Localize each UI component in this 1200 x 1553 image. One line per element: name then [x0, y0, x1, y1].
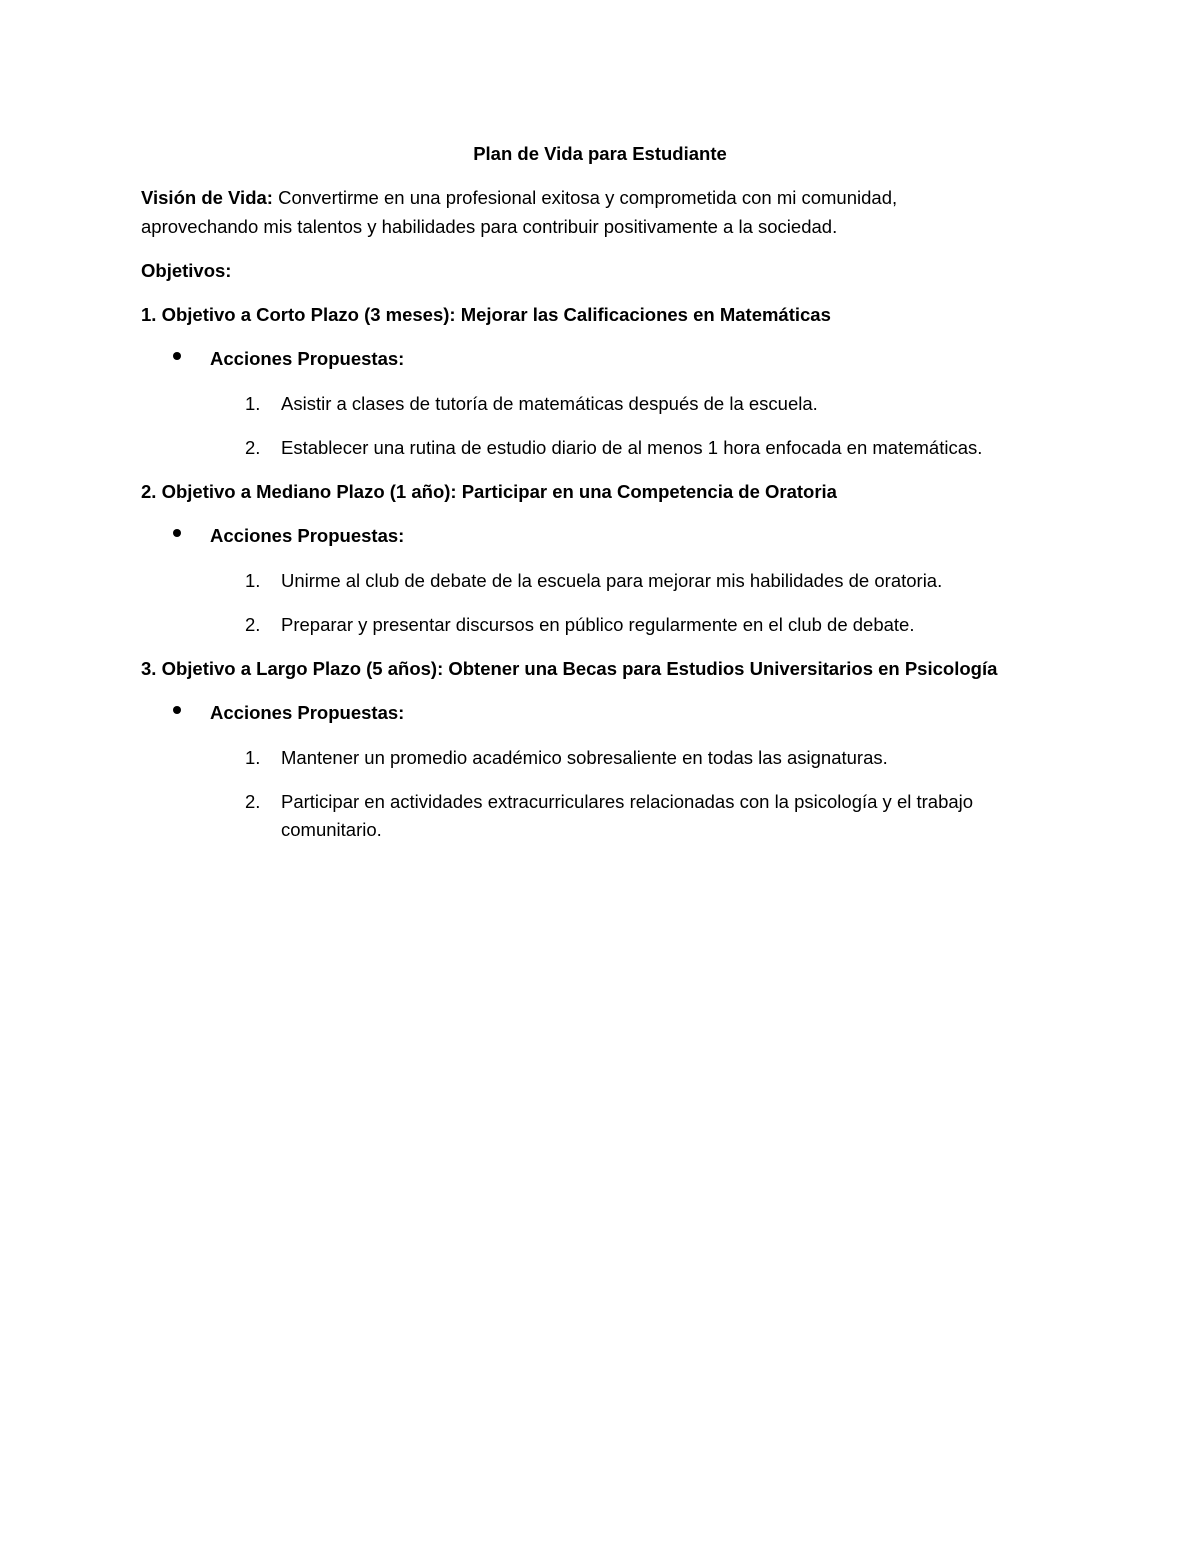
action-text-continuation: comunitario.	[281, 819, 382, 840]
action-number: 1.	[245, 570, 261, 591]
actions-label: Acciones Propuestas:	[210, 702, 405, 723]
action-number: 2.	[245, 614, 261, 635]
action-number: 1.	[245, 393, 261, 414]
actions-label: Acciones Propuestas:	[210, 525, 405, 546]
action-text: Preparar y presentar discursos en público regularmente en el club de debate.	[281, 614, 915, 635]
action-number: 2.	[245, 791, 261, 812]
document-title: Plan de Vida para Estudiante	[473, 143, 727, 164]
vision-paragraph	[141, 186, 897, 210]
vision-label: Visión de Vida:	[141, 187, 273, 208]
vision-text-line1: Convertirme en una profesional exitosa y comprometida con mi comunidad,	[278, 187, 898, 208]
bullet-icon	[173, 706, 181, 714]
bullet-icon	[173, 529, 181, 537]
objective-heading: 2. Objetivo a Mediano Plazo (1 año): Participar en una Competencia de Oratoria	[141, 481, 837, 502]
action-text: Unirme al club de debate de la escuela para mejorar mis habilidades de oratoria.	[281, 570, 943, 591]
actions-label: Acciones Propuestas:	[210, 348, 405, 369]
action-text: Asistir a clases de tutoría de matemáticas después de la escuela.	[281, 393, 818, 414]
action-text: Mantener un promedio académico sobresaliente en todas las asignaturas.	[281, 747, 888, 768]
objective-heading: 3. Objetivo a Largo Plazo (5 años): Obtener una Becas para Estudios Universitarios en Psicología	[141, 658, 998, 679]
action-number: 2.	[245, 437, 261, 458]
action-text: Establecer una rutina de estudio diario de al menos 1 hora enfocada en matemáticas.	[281, 437, 983, 458]
vision-text-line2: aprovechando mis talentos y habilidades para contribuir positivamente a la sociedad.	[141, 216, 838, 237]
objectives-heading: Objetivos:	[141, 260, 232, 281]
objective-heading: 1. Objetivo a Corto Plazo (3 meses): Mejorar las Calificaciones en Matemáticas	[141, 304, 831, 325]
bullet-icon	[173, 352, 181, 360]
action-number: 1.	[245, 747, 261, 768]
action-text: Participar en actividades extracurriculares relacionadas con la psicología y el trabajo	[281, 791, 974, 812]
